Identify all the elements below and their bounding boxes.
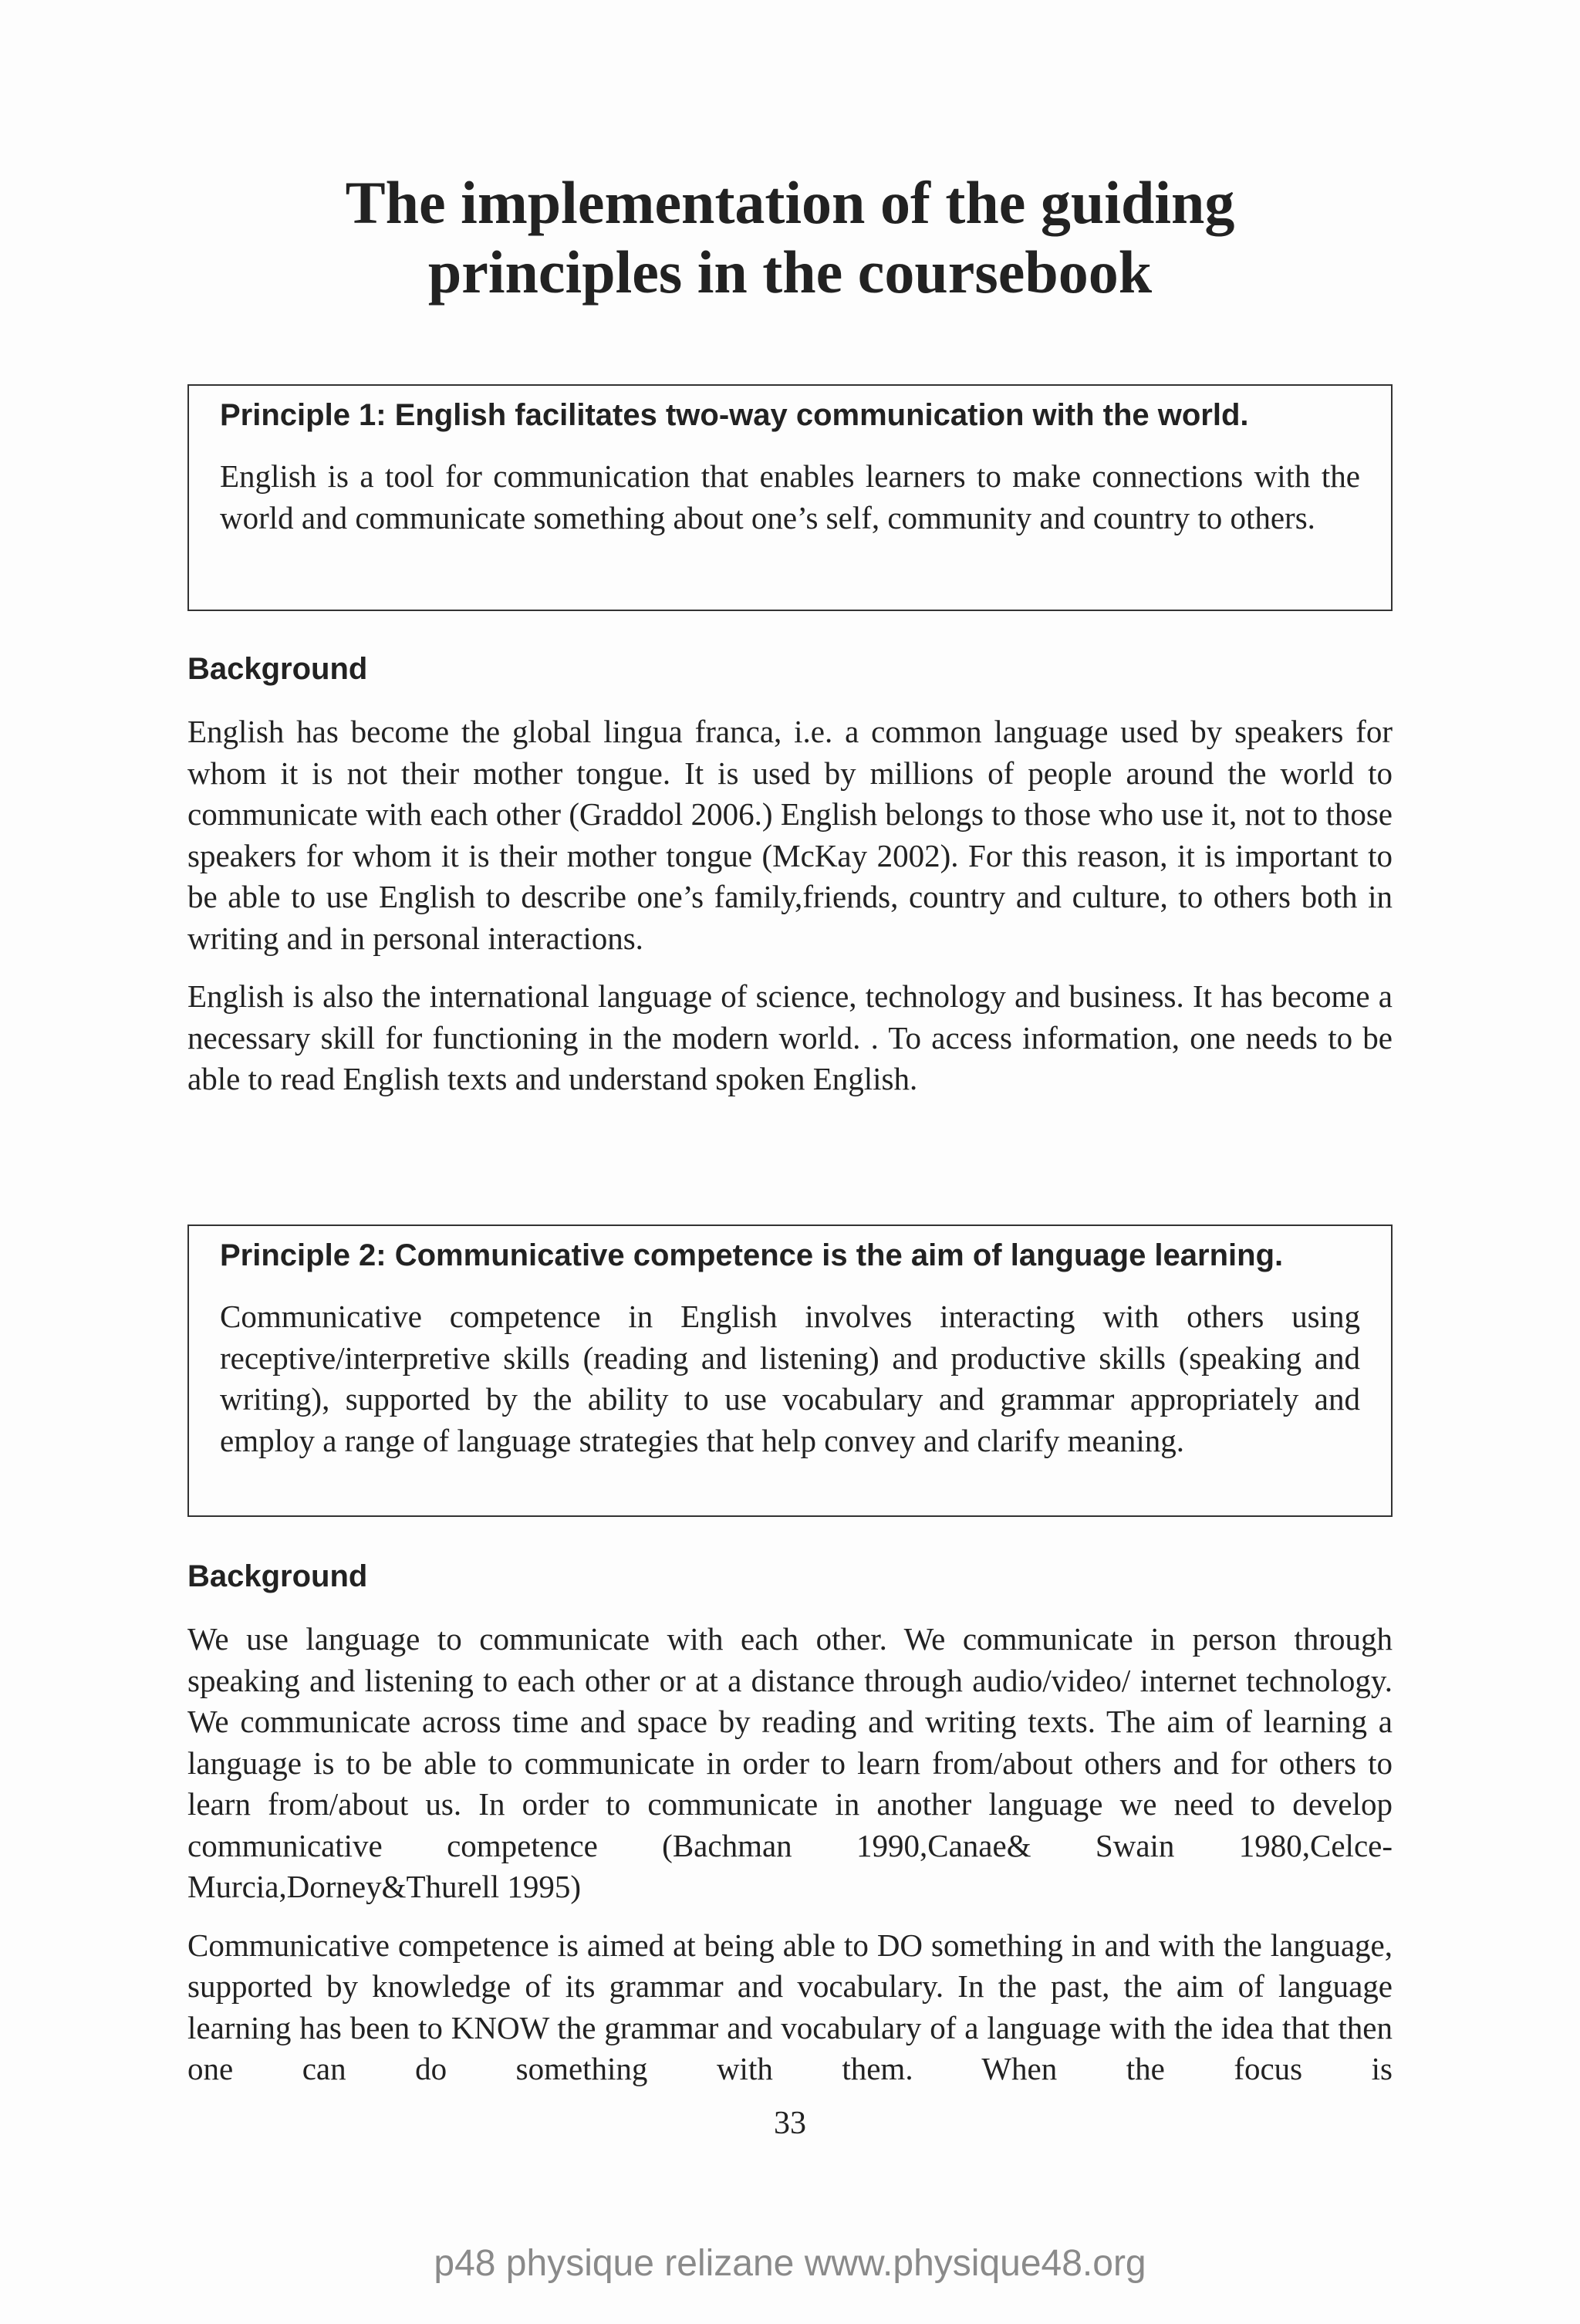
background-2-heading: Background bbox=[187, 1559, 368, 1593]
footer-watermark: p48 physique relizane www.physique48.org bbox=[434, 2243, 1146, 2284]
principle-2-box bbox=[187, 1224, 1393, 1517]
page-number: 33 bbox=[774, 2106, 806, 2141]
background-2-paragraph-1: We use language to communicate with each other. We communicate in person through speaking and listening to each other or at a distance through audio/video/ internet technology. We communicate across time and space by reading and writing texts. The aim of learning a language is to be able to communicate in order to learn from/about others and for others to learn from/about us. In order to communicate in another language we need to develop communicative competence (Bachman 1990,Canae& Swain 1980,Celce-Murcia,Dorney&Thurell 1995) bbox=[187, 1621, 1393, 1904]
principle-2-heading: Principle 2: Communicative competence is the aim of language learning. bbox=[220, 1238, 1284, 1272]
principle-2-body: Communicative competence in English involves interacting with others using receptive/interpretive skills (reading and listening) and productive skills (speaking and writing), supported by the ability to use vocabulary and grammar appropriately and employ a range of language strategies that help convey and clarify meaning. bbox=[220, 1299, 1360, 1458]
page-title-line-1: The implementation of the guiding bbox=[345, 169, 1235, 236]
principle-1-body: English is a tool for communication that enables learners to make connections with the world and communicate something about one’s self, community and country to others. bbox=[220, 458, 1360, 535]
background-1-paragraph-1: English has become the global lingua franca, i.e. a common language used by speakers for whom it is not their mother tongue. It is used by millions of people around the world to communicate with each other (Graddol 2006.) English belongs to those who use it, not to those speakers for whom it is their mother tongue (McKay 2002). For this reason, it is important to be able to use English to describe one’s family,friends, country and culture, to others both in writing and in personal interactions. bbox=[187, 714, 1393, 956]
background-2-paragraph-2: Communicative competence is aimed at being able to DO something in and with the language, supported by knowledge of its grammar and vocabulary. In the past, the aim of language learning has been to KNOW the grammar and vocabulary of a language with the idea that then one can do something with them. When the focus is bbox=[187, 1927, 1393, 2086]
page-title bbox=[0, 168, 1580, 307]
principle-1-heading: Principle 1: English facilitates two-way communication with the world. bbox=[220, 398, 1249, 432]
background-1-heading: Background bbox=[187, 652, 368, 686]
background-1-body bbox=[187, 711, 1393, 1100]
page-title-line-2: principles in the coursebook bbox=[427, 238, 1153, 306]
background-2-body bbox=[187, 1619, 1393, 2090]
background-1-paragraph-2: English is also the international language of science, technology and business. It has become a necessary skill for functioning in the modern world. . To access information, one needs to be able to read English texts and understand spoken English. bbox=[187, 978, 1393, 1096]
principle-1-box bbox=[187, 384, 1393, 611]
